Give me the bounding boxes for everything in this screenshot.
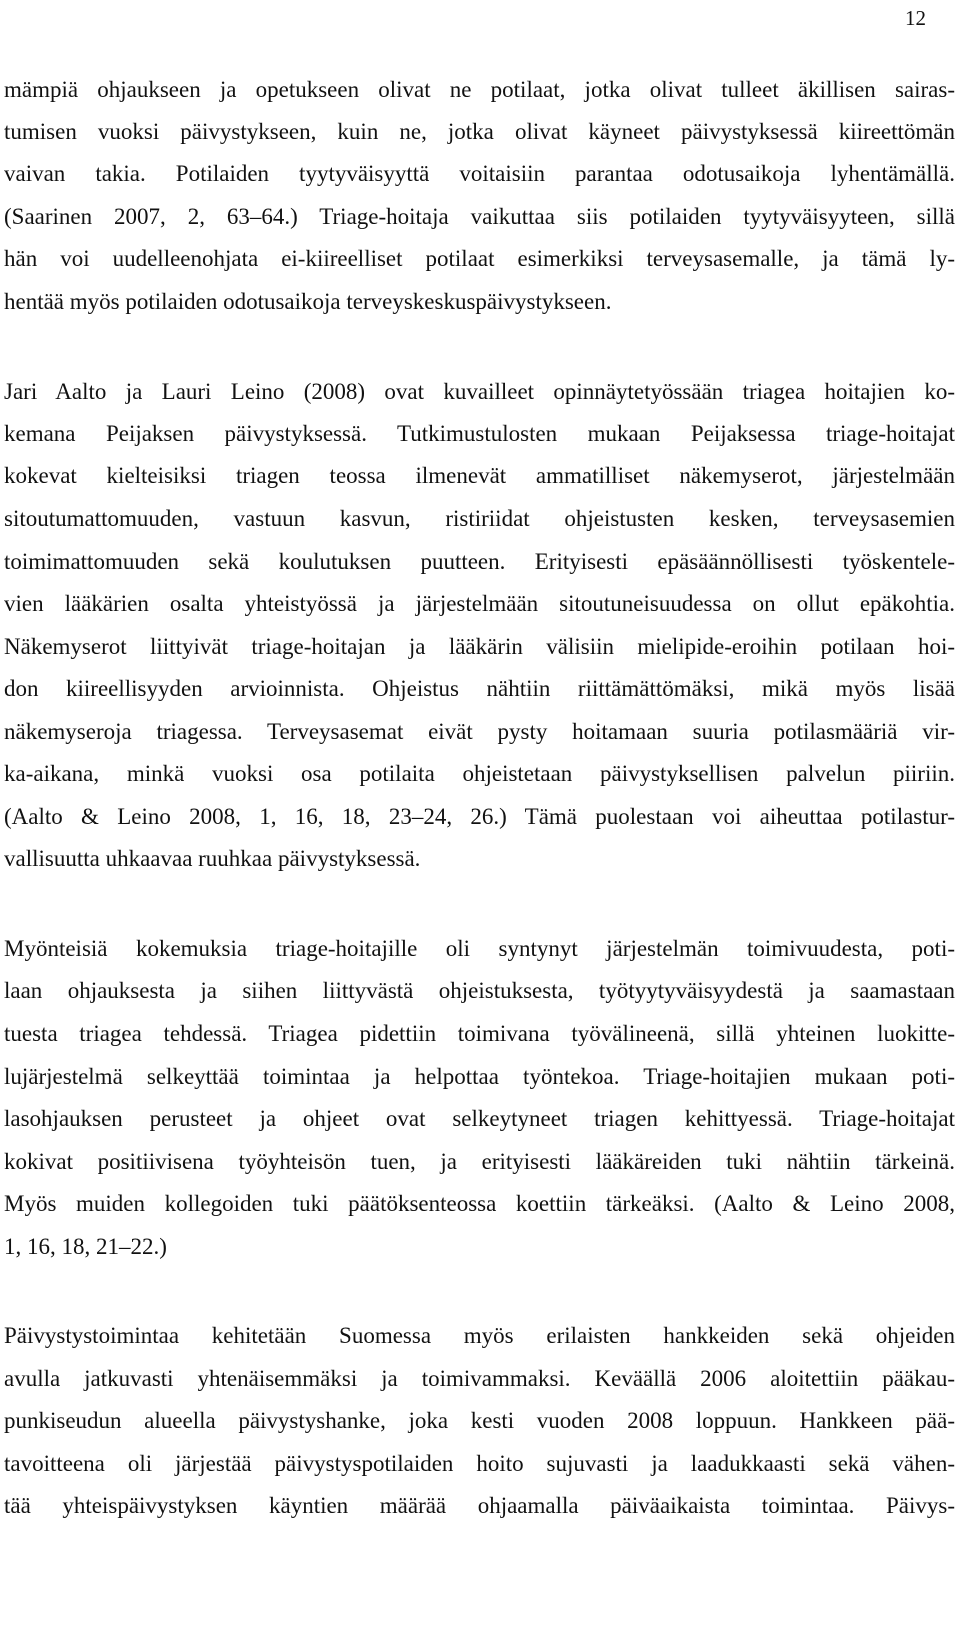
paragraph-3-line-3: tuesta triagea tehdessä. Triagea pidettiin toimivana työvälineenä, sillä yhteinen luokitte- <box>4 1021 955 1046</box>
paragraph-2-line-10: ka-aikana, minkä vuoksi osa potilaita ohjeistetaan päivystyksellisen palvelun piiriin. <box>4 761 955 786</box>
paragraph-3-line-5: lasohjauksen perusteet ja ohjeet ovat selkeytyneet triagen kehittyessä. Triage-hoitajat <box>4 1106 955 1131</box>
paragraph-2-line-6: vien lääkärien osalta yhteistyössä ja järjestelmään sitoutuneisuudessa on ollut epäkohtia. <box>4 591 955 616</box>
paragraph-2-line-1: Jari Aalto ja Lauri Leino (2008) ovat kuvailleet opinnäytetyössään triagea hoitajien ko- <box>4 379 955 404</box>
paragraph-2-line-8: don kiireellisyyden arvioinnista. Ohjeistus nähtiin riittämättömäksi, mikä myös lisää <box>4 676 955 701</box>
paragraph-4-line-5: tää yhteispäivystyksen käyntien määrää ohjaamalla päiväaikaista toimintaa. Päivys- <box>4 1493 955 1518</box>
page-number: 12 <box>905 6 926 30</box>
paragraph-2-line-4: sitoutumattomuuden, vastuun kasvun, ristiriidat ohjeistusten kesken, terveysasemien <box>4 506 955 531</box>
paragraph-4-line-2: avulla jatkuvasti yhtenäisemmäksi ja toimivammaksi. Keväällä 2006 aloitettiin pääkau- <box>4 1366 955 1391</box>
paragraph-2-line-12: vallisuutta uhkaavaa ruuhkaa päivystyksessä. <box>4 846 421 871</box>
paragraph-3-line-7: Myös muiden kollegoiden tuki päätöksenteossa koettiin tärkeäksi. (Aalto & Leino 2008, <box>4 1191 955 1216</box>
paragraph-2-line-9: näkemyseroja triagessa. Terveysasemat eivät pysty hoitamaan suuria potilasmääriä vir- <box>4 719 955 744</box>
paragraph-1-line-4: (Saarinen 2007, 2, 63–64.) Triage-hoitaja vaikuttaa siis potilaiden tyytyväisyyteen, sillä <box>4 204 955 229</box>
paragraph-4-line-1: Päivystystoimintaa kehitetään Suomessa myös erilaisten hankkeiden sekä ohjeiden <box>4 1323 955 1348</box>
paragraph-1-line-5: hän voi uudelleenohjata ei-kiireelliset potilaat esimerkiksi terveysasemalle, ja tämä ly- <box>4 246 955 271</box>
paragraph-4-line-4: tavoitteena oli järjestää päivystyspotilaiden hoito sujuvasti ja laadukkaasti sekä vähen- <box>4 1451 955 1476</box>
paragraph-3-line-6: kokivat positiivisena työyhteisön tuen, ja erityisesti lääkäreiden tuki nähtiin tärkeinä. <box>4 1149 955 1174</box>
paragraph-2-line-11: (Aalto & Leino 2008, 1, 16, 18, 23–24, 26.) Tämä puolestaan voi aiheuttaa potilastur- <box>4 804 955 829</box>
paragraph-2-line-2: kemana Peijaksen päivystyksessä. Tutkimustulosten mukaan Peijaksessa triage-hoitajat <box>4 421 955 446</box>
paragraph-3-line-2: laan ohjauksesta ja siihen liittyvästä ohjeistuksesta, työtyytyväisyydestä ja saamastaan <box>4 978 955 1003</box>
paragraph-3-line-4: lujärjestelmä selkeyttää toimintaa ja helpottaa työntekoa. Triage-hoitajien mukaan poti- <box>4 1064 955 1089</box>
paragraph-1-line-1: mämpiä ohjaukseen ja opetukseen olivat ne potilaat, jotka olivat tulleet äkillisen sairas- <box>4 77 955 102</box>
paragraph-1-line-2: tumisen vuoksi päivystykseen, kuin ne, jotka olivat käyneet päivystyksessä kiireettömän <box>4 119 955 144</box>
paragraph-4-line-3: punkiseudun alueella päivystyshanke, joka kesti vuoden 2008 loppuun. Hankkeen pää- <box>4 1408 955 1433</box>
paragraph-1-line-3: vaivan takia. Potilaiden tyytyväisyyttä voitaisiin parantaa odotusaikoja lyhentämällä. <box>4 161 955 186</box>
paragraph-3-line-1: Myönteisiä kokemuksia triage-hoitajille oli syntynyt järjestelmän toimivuudesta, poti- <box>4 936 955 961</box>
paragraph-3-line-8: 1, 16, 18, 21–22.) <box>4 1234 167 1259</box>
paragraph-2-line-7: Näkemyserot liittyivät triage-hoitajan ja lääkärin välisiin mielipide-eroihin potilaan hoi- <box>4 634 955 659</box>
paragraph-1-line-6: hentää myös potilaiden odotusaikoja terveyskeskuspäivystykseen. <box>4 289 612 314</box>
paragraph-2-line-3: kokevat kielteisiksi triagen teossa ilmenevät ammatilliset näkemyserot, järjestelmään <box>4 463 955 488</box>
paragraph-2-line-5: toimimattomuuden sekä koulutuksen puutteen. Erityisesti epäsäännöllisesti työskentele- <box>4 549 955 574</box>
